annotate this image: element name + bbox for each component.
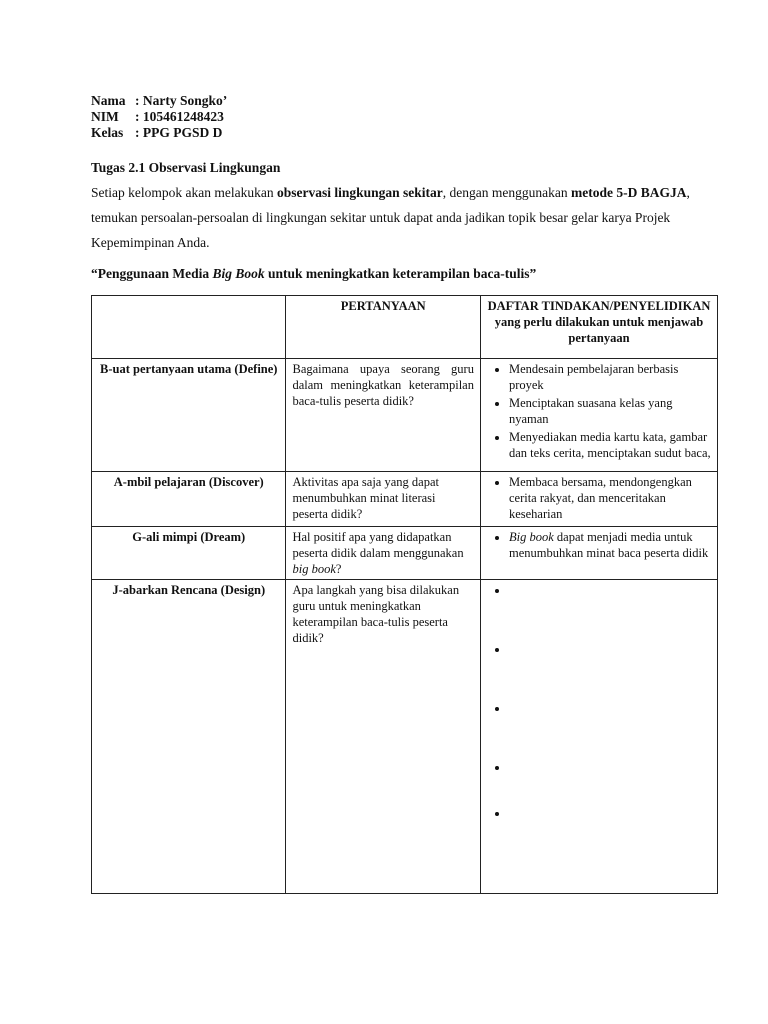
table-row-dream [92, 527, 718, 580]
kelas-label: Kelas [91, 125, 124, 140]
actions-discover [480, 472, 717, 527]
actions-define [480, 359, 717, 472]
question-discover: Aktivitas apa saja yang dapat menumbuhkan minat literasi peserta didik? [286, 472, 480, 527]
identity-block [91, 93, 227, 141]
para-text-2: , dengan menggunakan [442, 185, 571, 200]
header-daftar-tindakan: DAFTAR TINDAKAN/PENYELIDIKAN yang perlu dilakukan untuk menjawab pertanyaan [480, 296, 717, 359]
task-title: Tugas 2.1 Observasi Lingkungan [91, 160, 281, 175]
actions-design [480, 580, 717, 894]
name-value: : Narty Songko’ [135, 93, 228, 108]
table-row-design [92, 580, 718, 894]
action-dream-rest: dapat menjadi media untuk menumbuhkan minat baca peserta didik [508, 530, 709, 560]
stage-discover: A-mbil pelajaran (Discover) [92, 472, 286, 527]
question-dream-part1: Hal positif apa yang didapatkan peserta didik dalam menggunakan [292, 530, 464, 560]
kelas-row [91, 125, 227, 141]
action-dream-italic: Big book [508, 530, 554, 544]
list-item: • Mendesain pembelajaran berbasis proyek [509, 361, 711, 393]
nim-row [91, 109, 227, 125]
para-bold-2: metode 5-D BAGJA [570, 185, 687, 200]
topic-italic: Big Book [212, 266, 265, 281]
actions-dream [480, 527, 717, 580]
empty-bullet [509, 805, 711, 821]
empty-bullet [509, 700, 711, 757]
header-pertanyaan: PERTANYAAN [286, 296, 480, 359]
table-row-discover [92, 472, 718, 527]
table-row-define [92, 359, 718, 472]
stage-define: B-uat pertanyaan utama (Define) [92, 359, 286, 472]
empty-bullet [509, 641, 711, 698]
header-cell-empty [92, 296, 286, 359]
stage-dream: G-ali mimpi (Dream) [92, 527, 286, 580]
question-dream-part2: ? [335, 562, 342, 576]
topic-title [91, 266, 536, 282]
name-label: Nama [91, 93, 126, 108]
topic-close: untuk meningkatkan keterampilan baca-tulis” [264, 266, 537, 281]
bagja-table [91, 295, 718, 894]
question-define: Bagaimana upaya seorang guru dalam meningkatkan keterampilan baca-tulis peserta didik? [286, 359, 480, 472]
kelas-value: : PPG PGSD D [135, 125, 223, 140]
list-item: • Membaca bersama, mendongengkan cerita rakyat, dan menceritakan keseharian [509, 474, 711, 522]
question-dream-italic: big book [292, 562, 336, 576]
para-text-1: Setiap kelompok akan melakukan [91, 185, 277, 200]
name-row [91, 93, 227, 109]
table-header-row [92, 296, 718, 359]
para-text-3: , temukan persoalan-persoalan di lingkungan sekitar untuk dapat anda jadikan topik besar gelar karya Projek Kepemimpinan Anda. [91, 185, 690, 250]
list-item: • Menciptakan suasana kelas yang nyaman [509, 395, 711, 427]
task-paragraph [91, 180, 691, 255]
nim-label: NIM [91, 109, 119, 124]
list-item [509, 529, 711, 561]
empty-bullet [509, 759, 711, 803]
para-bold-1: observasi lingkungan sekitar [276, 185, 443, 200]
list-item: • Menyediakan media kartu kata, gambar dan teks cerita, menciptakan sudut baca, [509, 429, 711, 461]
topic-open: “Penggunaan Media [91, 266, 213, 281]
question-design: Apa langkah yang bisa dilakukan guru untuk meningkatkan keterampilan baca-tulis peserta didik? [286, 580, 480, 894]
empty-bullet [509, 582, 711, 639]
stage-design: J-abarkan Rencana (Design) [92, 580, 286, 894]
question-dream [286, 527, 480, 580]
nim-value: : 105461248423 [135, 109, 224, 124]
